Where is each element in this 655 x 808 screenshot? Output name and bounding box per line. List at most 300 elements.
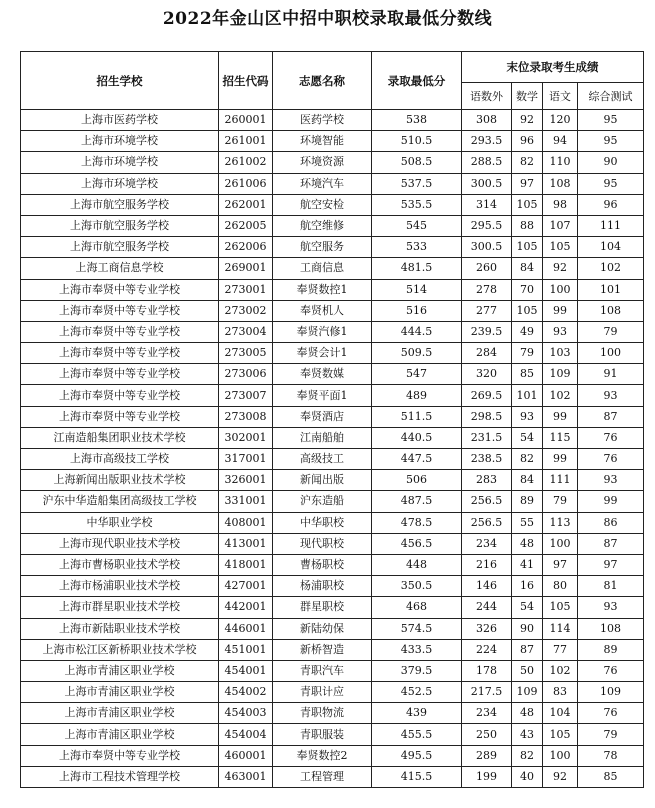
cell-code: 454001 bbox=[219, 660, 273, 681]
cell-math: 109 bbox=[512, 682, 543, 703]
cell-ysw: 326 bbox=[462, 618, 512, 639]
cell-code: 261006 bbox=[219, 173, 273, 194]
table-row bbox=[21, 343, 644, 364]
cell-ysw: 320 bbox=[462, 364, 512, 385]
cell-min-score: 510.5 bbox=[372, 131, 462, 152]
cell-ysw: 293.5 bbox=[462, 131, 512, 152]
header-last-admitted: 末位录取考生成绩 bbox=[462, 52, 644, 83]
cell-code: 451001 bbox=[219, 639, 273, 660]
cell-math: 89 bbox=[512, 491, 543, 512]
cell-major: 群星职校 bbox=[273, 597, 372, 618]
cell-min-score: 440.5 bbox=[372, 427, 462, 448]
cell-ysw: 234 bbox=[462, 533, 512, 554]
table-row bbox=[21, 427, 644, 448]
cell-min-score: 468 bbox=[372, 597, 462, 618]
cell-major: 高级技工 bbox=[273, 449, 372, 470]
cell-chinese: 100 bbox=[543, 745, 578, 766]
cell-min-score: 379.5 bbox=[372, 660, 462, 681]
cell-chinese: 100 bbox=[543, 533, 578, 554]
cell-code: 260001 bbox=[219, 110, 273, 131]
cell-min-score: 535.5 bbox=[372, 194, 462, 215]
cell-ysw: 178 bbox=[462, 660, 512, 681]
cell-math: 87 bbox=[512, 639, 543, 660]
cell-comprehensive: 76 bbox=[578, 427, 644, 448]
cell-school: 上海市奉贤中等专业学校 bbox=[21, 321, 219, 342]
cell-school: 上海市环境学校 bbox=[21, 131, 219, 152]
cell-ysw: 284 bbox=[462, 343, 512, 364]
header-chinese: 语文 bbox=[543, 83, 578, 110]
cell-math: 105 bbox=[512, 300, 543, 321]
cell-chinese: 94 bbox=[543, 131, 578, 152]
cell-school: 上海市奉贤中等专业学校 bbox=[21, 343, 219, 364]
cell-comprehensive: 108 bbox=[578, 618, 644, 639]
cell-code: 273005 bbox=[219, 343, 273, 364]
cell-comprehensive: 104 bbox=[578, 237, 644, 258]
cell-major: 航空安检 bbox=[273, 194, 372, 215]
table-row bbox=[21, 364, 644, 385]
cell-school: 上海市曹杨职业技术学校 bbox=[21, 554, 219, 575]
cell-chinese: 105 bbox=[543, 597, 578, 618]
cell-school: 上海市工程技术管理学校 bbox=[21, 766, 219, 787]
cell-math: 79 bbox=[512, 343, 543, 364]
admission-table bbox=[20, 51, 644, 788]
cell-comprehensive: 91 bbox=[578, 364, 644, 385]
cell-math: 101 bbox=[512, 385, 543, 406]
table-row bbox=[21, 639, 644, 660]
cell-ysw: 295.5 bbox=[462, 215, 512, 236]
table-row bbox=[21, 237, 644, 258]
cell-comprehensive: 79 bbox=[578, 724, 644, 745]
cell-comprehensive: 85 bbox=[578, 766, 644, 787]
cell-chinese: 99 bbox=[543, 449, 578, 470]
cell-major: 杨浦职校 bbox=[273, 576, 372, 597]
cell-comprehensive: 109 bbox=[578, 682, 644, 703]
cell-chinese: 92 bbox=[543, 766, 578, 787]
cell-comprehensive: 76 bbox=[578, 660, 644, 681]
cell-school: 上海市青浦区职业学校 bbox=[21, 682, 219, 703]
cell-comprehensive: 76 bbox=[578, 703, 644, 724]
cell-math: 41 bbox=[512, 554, 543, 575]
cell-comprehensive: 93 bbox=[578, 597, 644, 618]
cell-chinese: 111 bbox=[543, 470, 578, 491]
cell-chinese: 109 bbox=[543, 364, 578, 385]
cell-code: 317001 bbox=[219, 449, 273, 470]
cell-min-score: 478.5 bbox=[372, 512, 462, 533]
cell-code: 273007 bbox=[219, 385, 273, 406]
table-row bbox=[21, 215, 644, 236]
cell-chinese: 115 bbox=[543, 427, 578, 448]
cell-chinese: 102 bbox=[543, 385, 578, 406]
cell-min-score: 514 bbox=[372, 279, 462, 300]
table-row bbox=[21, 385, 644, 406]
cell-school: 沪东中华造船集团高级技工学校 bbox=[21, 491, 219, 512]
cell-major: 奉贤机人 bbox=[273, 300, 372, 321]
cell-min-score: 350.5 bbox=[372, 576, 462, 597]
cell-code: 262006 bbox=[219, 237, 273, 258]
cell-math: 82 bbox=[512, 745, 543, 766]
cell-major: 工程管理 bbox=[273, 766, 372, 787]
cell-chinese: 92 bbox=[543, 258, 578, 279]
cell-math: 54 bbox=[512, 597, 543, 618]
cell-code: 463001 bbox=[219, 766, 273, 787]
cell-ysw: 224 bbox=[462, 639, 512, 660]
cell-school: 上海新闻出版职业技术学校 bbox=[21, 470, 219, 491]
cell-comprehensive: 95 bbox=[578, 173, 644, 194]
cell-comprehensive: 96 bbox=[578, 194, 644, 215]
table-row bbox=[21, 682, 644, 703]
cell-min-score: 455.5 bbox=[372, 724, 462, 745]
cell-major: 奉贤酒店 bbox=[273, 406, 372, 427]
cell-ysw: 231.5 bbox=[462, 427, 512, 448]
cell-min-score: 439 bbox=[372, 703, 462, 724]
cell-ysw: 269.5 bbox=[462, 385, 512, 406]
cell-min-score: 511.5 bbox=[372, 406, 462, 427]
header-major: 志愿名称 bbox=[273, 52, 372, 110]
cell-school: 上海市航空服务学校 bbox=[21, 215, 219, 236]
cell-comprehensive: 101 bbox=[578, 279, 644, 300]
cell-school: 上海市群星职业技术学校 bbox=[21, 597, 219, 618]
cell-chinese: 98 bbox=[543, 194, 578, 215]
cell-school: 上海市奉贤中等专业学校 bbox=[21, 406, 219, 427]
cell-school: 上海市青浦区职业学校 bbox=[21, 703, 219, 724]
cell-school: 中华职业学校 bbox=[21, 512, 219, 533]
cell-major: 航空服务 bbox=[273, 237, 372, 258]
cell-math: 70 bbox=[512, 279, 543, 300]
cell-comprehensive: 89 bbox=[578, 639, 644, 660]
cell-chinese: 108 bbox=[543, 173, 578, 194]
table-body bbox=[21, 110, 644, 788]
cell-math: 40 bbox=[512, 766, 543, 787]
cell-comprehensive: 108 bbox=[578, 300, 644, 321]
cell-ysw: 146 bbox=[462, 576, 512, 597]
cell-min-score: 481.5 bbox=[372, 258, 462, 279]
cell-math: 43 bbox=[512, 724, 543, 745]
cell-comprehensive: 86 bbox=[578, 512, 644, 533]
cell-min-score: 537.5 bbox=[372, 173, 462, 194]
table-row bbox=[21, 300, 644, 321]
cell-major: 航空维修 bbox=[273, 215, 372, 236]
cell-school: 上海市奉贤中等专业学校 bbox=[21, 745, 219, 766]
cell-min-score: 444.5 bbox=[372, 321, 462, 342]
cell-min-score: 545 bbox=[372, 215, 462, 236]
cell-ysw: 283 bbox=[462, 470, 512, 491]
cell-code: 460001 bbox=[219, 745, 273, 766]
cell-min-score: 574.5 bbox=[372, 618, 462, 639]
cell-math: 49 bbox=[512, 321, 543, 342]
cell-code: 454002 bbox=[219, 682, 273, 703]
cell-ysw: 216 bbox=[462, 554, 512, 575]
table-row bbox=[21, 470, 644, 491]
cell-major: 奉贤数控1 bbox=[273, 279, 372, 300]
cell-min-score: 456.5 bbox=[372, 533, 462, 554]
cell-math: 105 bbox=[512, 237, 543, 258]
cell-chinese: 114 bbox=[543, 618, 578, 639]
cell-major: 青职汽车 bbox=[273, 660, 372, 681]
table-row bbox=[21, 745, 644, 766]
cell-chinese: 105 bbox=[543, 237, 578, 258]
cell-comprehensive: 95 bbox=[578, 131, 644, 152]
cell-school: 上海市航空服务学校 bbox=[21, 237, 219, 258]
cell-ysw: 277 bbox=[462, 300, 512, 321]
cell-ysw: 300.5 bbox=[462, 173, 512, 194]
cell-major: 奉贤平面1 bbox=[273, 385, 372, 406]
cell-math: 85 bbox=[512, 364, 543, 385]
cell-school: 上海市青浦区职业学校 bbox=[21, 724, 219, 745]
cell-school: 上海市奉贤中等专业学校 bbox=[21, 300, 219, 321]
cell-math: 92 bbox=[512, 110, 543, 131]
cell-min-score: 516 bbox=[372, 300, 462, 321]
cell-chinese: 93 bbox=[543, 321, 578, 342]
table-row bbox=[21, 512, 644, 533]
table-row bbox=[21, 173, 644, 194]
cell-major: 青职物流 bbox=[273, 703, 372, 724]
cell-major: 现代职校 bbox=[273, 533, 372, 554]
cell-math: 96 bbox=[512, 131, 543, 152]
cell-math: 84 bbox=[512, 470, 543, 491]
cell-major: 环境智能 bbox=[273, 131, 372, 152]
cell-chinese: 97 bbox=[543, 554, 578, 575]
table-row bbox=[21, 406, 644, 427]
cell-comprehensive: 95 bbox=[578, 110, 644, 131]
cell-chinese: 110 bbox=[543, 152, 578, 173]
cell-school: 上海市奉贤中等专业学校 bbox=[21, 279, 219, 300]
cell-code: 331001 bbox=[219, 491, 273, 512]
header-comprehensive: 综合测试 bbox=[578, 83, 644, 110]
cell-math: 54 bbox=[512, 427, 543, 448]
cell-school: 上海市杨浦职业技术学校 bbox=[21, 576, 219, 597]
cell-school: 上海市新陆职业技术学校 bbox=[21, 618, 219, 639]
cell-code: 408001 bbox=[219, 512, 273, 533]
cell-major: 新闻出版 bbox=[273, 470, 372, 491]
cell-chinese: 103 bbox=[543, 343, 578, 364]
cell-major: 奉贤数控2 bbox=[273, 745, 372, 766]
cell-ysw: 238.5 bbox=[462, 449, 512, 470]
cell-comprehensive: 100 bbox=[578, 343, 644, 364]
cell-math: 82 bbox=[512, 449, 543, 470]
cell-code: 269001 bbox=[219, 258, 273, 279]
table-row bbox=[21, 724, 644, 745]
cell-comprehensive: 90 bbox=[578, 152, 644, 173]
header-code: 招生代码 bbox=[219, 52, 273, 110]
cell-school: 上海市高级技工学校 bbox=[21, 449, 219, 470]
cell-math: 90 bbox=[512, 618, 543, 639]
cell-code: 273002 bbox=[219, 300, 273, 321]
cell-math: 48 bbox=[512, 703, 543, 724]
cell-comprehensive: 93 bbox=[578, 385, 644, 406]
table-row bbox=[21, 533, 644, 554]
cell-major: 医药学校 bbox=[273, 110, 372, 131]
cell-ysw: 256.5 bbox=[462, 512, 512, 533]
cell-comprehensive: 76 bbox=[578, 449, 644, 470]
cell-ysw: 199 bbox=[462, 766, 512, 787]
cell-ysw: 289 bbox=[462, 745, 512, 766]
table-row bbox=[21, 766, 644, 787]
page-title: 2022年金山区中招中职校录取最低分数线 bbox=[162, 9, 493, 29]
cell-math: 50 bbox=[512, 660, 543, 681]
cell-major: 新桥智造 bbox=[273, 639, 372, 660]
cell-major: 奉贤汽修1 bbox=[273, 321, 372, 342]
cell-code: 454003 bbox=[219, 703, 273, 724]
cell-ysw: 314 bbox=[462, 194, 512, 215]
cell-ysw: 288.5 bbox=[462, 152, 512, 173]
cell-chinese: 102 bbox=[543, 660, 578, 681]
cell-math: 48 bbox=[512, 533, 543, 554]
cell-code: 302001 bbox=[219, 427, 273, 448]
cell-comprehensive: 111 bbox=[578, 215, 644, 236]
table-row bbox=[21, 279, 644, 300]
cell-major: 工商信息 bbox=[273, 258, 372, 279]
cell-math: 16 bbox=[512, 576, 543, 597]
cell-major: 江南船舶 bbox=[273, 427, 372, 448]
cell-code: 427001 bbox=[219, 576, 273, 597]
cell-code: 261002 bbox=[219, 152, 273, 173]
cell-min-score: 547 bbox=[372, 364, 462, 385]
cell-code: 261001 bbox=[219, 131, 273, 152]
cell-min-score: 506 bbox=[372, 470, 462, 491]
cell-major: 中华职校 bbox=[273, 512, 372, 533]
table-row bbox=[21, 597, 644, 618]
cell-min-score: 448 bbox=[372, 554, 462, 575]
cell-major: 沪东造船 bbox=[273, 491, 372, 512]
cell-comprehensive: 99 bbox=[578, 491, 644, 512]
cell-min-score: 495.5 bbox=[372, 745, 462, 766]
cell-code: 262005 bbox=[219, 215, 273, 236]
cell-math: 93 bbox=[512, 406, 543, 427]
cell-comprehensive: 102 bbox=[578, 258, 644, 279]
cell-school: 上海市航空服务学校 bbox=[21, 194, 219, 215]
cell-school: 上海市环境学校 bbox=[21, 152, 219, 173]
table-row bbox=[21, 110, 644, 131]
cell-min-score: 489 bbox=[372, 385, 462, 406]
table-row bbox=[21, 576, 644, 597]
cell-chinese: 77 bbox=[543, 639, 578, 660]
table-row bbox=[21, 258, 644, 279]
cell-school: 上海市现代职业技术学校 bbox=[21, 533, 219, 554]
cell-math: 105 bbox=[512, 194, 543, 215]
cell-chinese: 105 bbox=[543, 724, 578, 745]
cell-chinese: 113 bbox=[543, 512, 578, 533]
cell-ysw: 239.5 bbox=[462, 321, 512, 342]
cell-ysw: 234 bbox=[462, 703, 512, 724]
cell-chinese: 100 bbox=[543, 279, 578, 300]
cell-chinese: 99 bbox=[543, 406, 578, 427]
table-row bbox=[21, 152, 644, 173]
table-row bbox=[21, 703, 644, 724]
cell-code: 413001 bbox=[219, 533, 273, 554]
cell-major: 奉贤会计1 bbox=[273, 343, 372, 364]
cell-ysw: 308 bbox=[462, 110, 512, 131]
cell-code: 273006 bbox=[219, 364, 273, 385]
cell-min-score: 433.5 bbox=[372, 639, 462, 660]
cell-comprehensive: 81 bbox=[578, 576, 644, 597]
table-row bbox=[21, 321, 644, 342]
cell-ysw: 260 bbox=[462, 258, 512, 279]
table-row bbox=[21, 491, 644, 512]
cell-code: 442001 bbox=[219, 597, 273, 618]
cell-ysw: 300.5 bbox=[462, 237, 512, 258]
table-row bbox=[21, 660, 644, 681]
cell-school: 上海市奉贤中等专业学校 bbox=[21, 364, 219, 385]
header-ysw: 语数外 bbox=[462, 83, 512, 110]
cell-ysw: 250 bbox=[462, 724, 512, 745]
cell-code: 418001 bbox=[219, 554, 273, 575]
cell-min-score: 415.5 bbox=[372, 766, 462, 787]
cell-code: 454004 bbox=[219, 724, 273, 745]
cell-major: 环境汽车 bbox=[273, 173, 372, 194]
cell-chinese: 104 bbox=[543, 703, 578, 724]
cell-min-score: 509.5 bbox=[372, 343, 462, 364]
cell-math: 97 bbox=[512, 173, 543, 194]
table-row bbox=[21, 449, 644, 470]
cell-school: 上海工商信息学校 bbox=[21, 258, 219, 279]
cell-comprehensive: 87 bbox=[578, 533, 644, 554]
cell-min-score: 487.5 bbox=[372, 491, 462, 512]
cell-major: 奉贤数媒 bbox=[273, 364, 372, 385]
cell-math: 55 bbox=[512, 512, 543, 533]
cell-comprehensive: 87 bbox=[578, 406, 644, 427]
cell-comprehensive: 79 bbox=[578, 321, 644, 342]
table-row bbox=[21, 554, 644, 575]
cell-ysw: 244 bbox=[462, 597, 512, 618]
table-row bbox=[21, 131, 644, 152]
cell-chinese: 107 bbox=[543, 215, 578, 236]
header-min-score: 录取最低分 bbox=[372, 52, 462, 110]
cell-code: 273004 bbox=[219, 321, 273, 342]
header-school: 招生学校 bbox=[21, 52, 219, 110]
cell-major: 青职计应 bbox=[273, 682, 372, 703]
cell-min-score: 533 bbox=[372, 237, 462, 258]
cell-math: 84 bbox=[512, 258, 543, 279]
cell-code: 326001 bbox=[219, 470, 273, 491]
cell-ysw: 256.5 bbox=[462, 491, 512, 512]
cell-ysw: 298.5 bbox=[462, 406, 512, 427]
cell-major: 青职服装 bbox=[273, 724, 372, 745]
cell-code: 446001 bbox=[219, 618, 273, 639]
cell-school: 上海市青浦区职业学校 bbox=[21, 660, 219, 681]
cell-code: 262001 bbox=[219, 194, 273, 215]
cell-comprehensive: 93 bbox=[578, 470, 644, 491]
cell-ysw: 217.5 bbox=[462, 682, 512, 703]
cell-major: 曹杨职校 bbox=[273, 554, 372, 575]
cell-chinese: 83 bbox=[543, 682, 578, 703]
cell-major: 新陆幼保 bbox=[273, 618, 372, 639]
header-math: 数学 bbox=[512, 83, 543, 110]
table-row bbox=[21, 194, 644, 215]
cell-comprehensive: 97 bbox=[578, 554, 644, 575]
table-row bbox=[21, 618, 644, 639]
cell-code: 273008 bbox=[219, 406, 273, 427]
cell-code: 273001 bbox=[219, 279, 273, 300]
cell-math: 88 bbox=[512, 215, 543, 236]
cell-chinese: 80 bbox=[543, 576, 578, 597]
cell-chinese: 120 bbox=[543, 110, 578, 131]
cell-ysw: 278 bbox=[462, 279, 512, 300]
cell-school: 上海市奉贤中等专业学校 bbox=[21, 385, 219, 406]
cell-chinese: 79 bbox=[543, 491, 578, 512]
cell-min-score: 538 bbox=[372, 110, 462, 131]
cell-school: 上海市环境学校 bbox=[21, 173, 219, 194]
cell-school: 上海市松江区新桥职业技术学校 bbox=[21, 639, 219, 660]
cell-min-score: 447.5 bbox=[372, 449, 462, 470]
cell-chinese: 99 bbox=[543, 300, 578, 321]
cell-school: 上海市医药学校 bbox=[21, 110, 219, 131]
cell-school: 江南造船集团职业技术学校 bbox=[21, 427, 219, 448]
cell-min-score: 508.5 bbox=[372, 152, 462, 173]
cell-comprehensive: 78 bbox=[578, 745, 644, 766]
cell-math: 82 bbox=[512, 152, 543, 173]
cell-min-score: 452.5 bbox=[372, 682, 462, 703]
cell-major: 环境资源 bbox=[273, 152, 372, 173]
